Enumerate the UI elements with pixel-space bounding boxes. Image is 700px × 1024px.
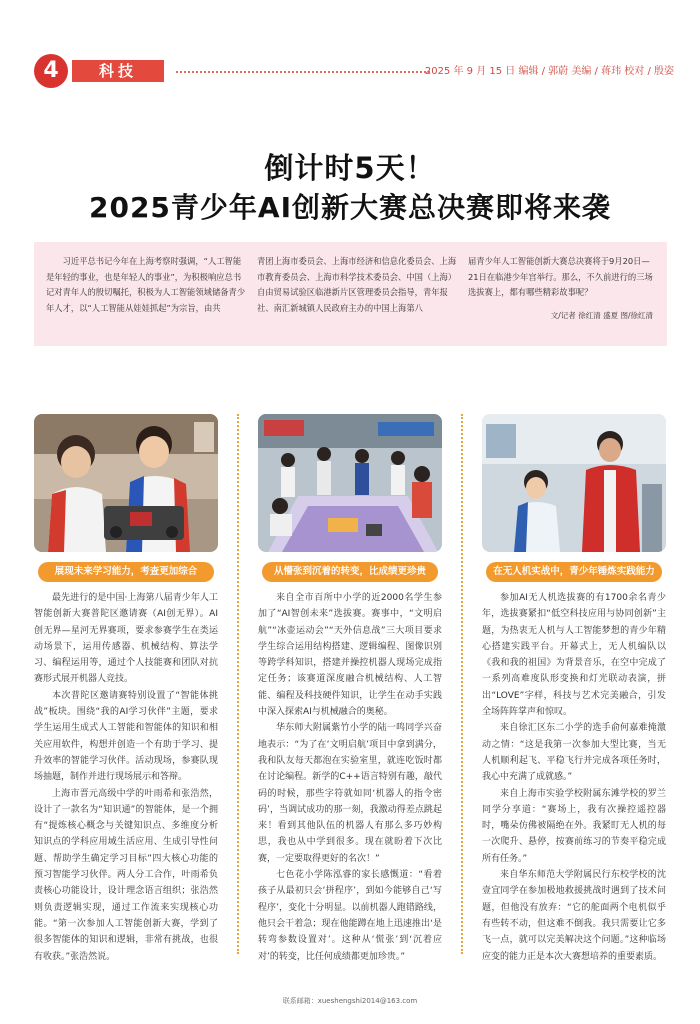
intro-col-2: 青团上海市委员会、上海市经济和信息化委员会、上海市教育委员会、上海市科学技术委员会、中国（上海）自由贸易试验区临港新片区管理委员会指导，青年报社、南汇新城镇人民政府主办的中国上海第八 bbox=[257, 256, 457, 313]
paragraph: 参加AI无人机选拔赛的有1700余名青少年，选拔赛紧扣“低空科技应用与协同创新”主题，为热衷无人机与人工智能梦想的青少年精心搭建实践平台。开幕式上，无人机编队以《我和我的祖国》为背景音乐，在空中完成了一系列高难度队形变换和灯光联动表演，拼出“LOVE”字样，科技与艺术完美融合，引发全场阵阵掌声和惊叹。 bbox=[482, 593, 666, 718]
headline-line1: 倒计时5天！ bbox=[264, 151, 436, 185]
intro-col-3: 届青少年人工智能创新大赛总决赛将于9月20日—21日在临港少年宫举行。那么，不久前进行的三场选拔赛上，都有哪些精彩故事呢？ bbox=[468, 256, 653, 297]
photo-students-robot bbox=[34, 414, 218, 552]
paragraph: 本次普陀区邀请赛特别设置了“智能体挑战”板块。围绕“我的AI学习伙伴”主题，要求学生运用生成式人工智能和智能体的知识和相关应用软件，构想并创造一个有助于学习、提升效率的智能学习伙伴。活动现场，参赛队现场抽题，制作并进行现场展示和答辩。 bbox=[34, 690, 218, 783]
article-body-1 bbox=[34, 590, 218, 965]
article-body-3 bbox=[482, 590, 666, 965]
paragraph: 来自上海市实验学校附属东滩学校的罗兰同学分享道：“赛场上，我有次操控遥控器时，嘴朵仿佛被隔绝在外。我紧盯无人机的每一次爬升、悬停，按赛前练习的节奏平稳完成所有任务。” bbox=[482, 788, 666, 864]
paragraph: 最先进行的是中国·上海第八届青少年人工智能创新大赛普陀区邀请赛（AI创无界）。AI创无界—星河无界赛项，要求参赛学生在类运动场景下，运用传感器、机械结构、算法学习、编程运用等，通过个人技能赛和团队对抗赛形式展开机器人竞技。 bbox=[34, 593, 218, 685]
column-divider bbox=[237, 414, 239, 954]
column-divider bbox=[461, 414, 463, 954]
issue-meta: 2025 年 9 月 15 日 编辑 / 郭蔚 美编 / 蒋玮 校对 / 殷姿 bbox=[424, 66, 674, 77]
section-label: 科技 bbox=[72, 60, 164, 82]
article-body-2 bbox=[258, 590, 442, 965]
photo-competition-field bbox=[258, 414, 442, 552]
article-column-2 bbox=[258, 414, 442, 965]
subheading-2: 从懵张到沉着的转变，比成绩更珍贵 bbox=[262, 562, 438, 582]
headline-line2: 2025青少年AI创新大赛总决赛即将来袭 bbox=[88, 191, 612, 224]
subheading-3: 在无人机实战中，青少年锤炼实践能力 bbox=[486, 562, 662, 582]
page-number: 4 bbox=[34, 54, 68, 88]
paragraph: 来自全市百所中小学的近2000名学生参加了“AI智创未来”选拔赛。赛事中，“文明启航”“冰壶运动会”“天外信息战”三大项目要求学生综合运用结构搭建、逻辑编程、图像识别等跨学科知识，搭建并操控机器人现场完成指定任务；该赛道深度融合机械结构、人工智能、编程及科技硬件知识，让学生在动手实践中深入探索AI与机械融合的奥秘。 bbox=[258, 593, 442, 718]
photo-drone-contestants bbox=[482, 414, 666, 552]
paragraph: 来自徐汇区东二小学的选手俞何嘉难掩激动之情：“这是我第一次参加大型比赛，当无人机顺利起飞、平稳飞行并完成各项任务时，我心中充满了成就感。” bbox=[482, 723, 666, 783]
intro-box bbox=[34, 242, 667, 346]
paragraph: 上海市晋元高级中学的叶雨希和张浩然，设计了一款名为“知识通”的智能体，是一个拥有“提炼核心概念与关键知识点、多维度分析知识点的学科应用域生活应用、生成引导性问题、帮助学生确定学习目标”四大核心功能的预习智能学习伙伴。两人分工合作，叶雨希负责核心功能设计，设计理念语言组织；张浩然则负责逻辑实现，通过工作流来实现核心功能。“第一次参加人工智能创新大赛，学到了很多智能体的知识和逻辑，非常有挑战，也很有收获。”张浩然说。 bbox=[34, 788, 218, 962]
header-divider bbox=[176, 71, 430, 73]
page-header bbox=[34, 54, 674, 92]
byline: 文/记者 徐红清 盛夏 图/徐红清 bbox=[550, 311, 653, 320]
paragraph: 华东师大附属紫竹小学的陆一鸣同学兴奋地表示：“为了在‘文明启航’项目中拿到满分，我和队友每天都泡在实验室里，就连吃饭时都在讨论编程。新学的C++语言特别有趣，敲代码的时候，那些字符就如同‘机器人的指令密码’，当调试成功的那一刻，我激动得差点跳起来！看到其他队伍的机器人有那么多巧妙构思，我也从中学到很多。现在就盼着下次比赛，一定要取得更好的名次！” bbox=[258, 723, 442, 864]
article-column-1 bbox=[34, 414, 218, 965]
footer-contact: 联系邮箱：xueshengshi2014@163.com bbox=[282, 997, 418, 1005]
paragraph: 七色花小学陈泓睿的家长感慨道：“看着孩子从最初只会‘拼程序’，到如今能够自己‘写程序’，变化十分明显。以前机器人跑错路线，他只会干着急；现在他能蹲在地上迅速推出‘是转弯参数设置对’。这种从‘慌张’到‘沉着应对’的转变，比任何成绩都更加珍贵。” bbox=[258, 870, 442, 962]
intro-col-1: 习近平总书记今年在上海考察时强调，“人工智能是年轻的事业，也是年轻人的事业”，为积极响应总书记对青年人的殷切嘱托，积极为人工智能领域储备青少年人才，以“人工智能从娃娃抓起”为宗旨，由共 bbox=[46, 256, 246, 313]
article-column-3 bbox=[482, 414, 666, 965]
subheading-1: 展现未来学习能力，考查更加综合 bbox=[38, 562, 214, 582]
paragraph: 来自华东师范大学附属民行东校学校的沈壹宜同学在参加极地救援挑战时遇到了技术问题，但他没有放弃：“它的舵面两个电机似乎有些转不动，但这难不倒我。我只需要让它多飞一点，就可以完美解决这个问题。”这种临场应变的能力正是本次大赛想培养的重要素质。 bbox=[482, 870, 666, 962]
